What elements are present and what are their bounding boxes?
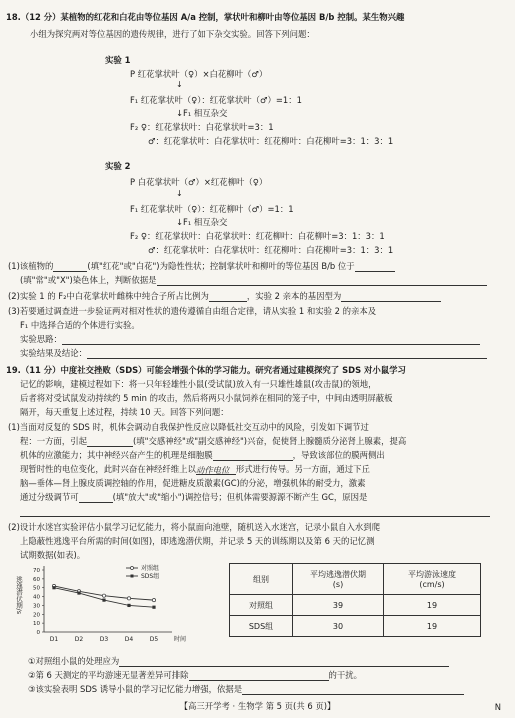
legend-marker bbox=[131, 575, 134, 578]
y-tick-label: 10 bbox=[33, 621, 40, 628]
q18-sub3-line2: F₁ 中选择合适的个体进行实验。 bbox=[20, 320, 140, 330]
answer-blank[interactable] bbox=[189, 671, 329, 681]
q19-sub2-line1: (2)设计水迷宫实验评估小鼠学习记忆能力，将小鼠面向池壁，随机送入水迷宫，记录小鼠自入水到爬 bbox=[8, 522, 380, 532]
legend-label: SDS组 bbox=[141, 573, 160, 580]
answer-blank[interactable] bbox=[79, 493, 113, 503]
answer-blank[interactable] bbox=[341, 292, 441, 302]
exp2-f1-note: ↓F₁ 相互杂交 bbox=[176, 217, 228, 227]
q19-heading-line1: 19.（11 分）中度社交挫败（SDS）可能会增强个体的学习能力。研究者通过建模探究了 SDS 对小鼠学习 bbox=[6, 365, 406, 375]
q18-heading-line2: 小组为探究两对等位基因的遗传规律，进行了如下杂交实验。回答下列问题： bbox=[30, 29, 315, 39]
corner-mark: N bbox=[494, 702, 501, 712]
data-point bbox=[52, 586, 55, 589]
handwritten-answer[interactable]: 动作电位 bbox=[196, 465, 236, 475]
escape-latency-chart bbox=[14, 562, 204, 648]
data-point bbox=[127, 597, 130, 600]
arrow-down-icon: ↓ bbox=[176, 108, 184, 118]
exp2-parent: P 白花掌状叶（♂）×红花柳叶（♀） bbox=[130, 177, 268, 187]
exp2-f1: F₁ 红花掌状叶（♀）：红花柳叶（♂）=1：1 bbox=[130, 204, 294, 214]
answer-blank[interactable] bbox=[53, 262, 87, 272]
q19-heading-line4: 隔开，每天重复上述过程，持续 10 天。回答下列问题： bbox=[20, 407, 229, 417]
chart-y-label: 逃逸潜伏期/s bbox=[15, 576, 23, 615]
table-row bbox=[230, 616, 481, 637]
data-point bbox=[102, 594, 105, 597]
data-point bbox=[127, 604, 130, 607]
table-cell: 30 bbox=[293, 616, 384, 637]
q19-sub2-answer1: ①对照组小鼠的处理应为 bbox=[28, 656, 449, 667]
answer-blank[interactable] bbox=[157, 276, 487, 286]
answer-blank[interactable] bbox=[209, 292, 247, 302]
q19-sub1-line6: 通过分级调节可 (填"放大"或"缩小")调控信号；但机体需要源源不断产生 GC，原因是 bbox=[20, 492, 368, 502]
q19-sub1-line1: (1)当面对反复的 SDS 时，机体会调动自我保护性反应以降低社交互动中的风险，引发如下调节过 bbox=[8, 422, 369, 432]
data-point bbox=[152, 606, 155, 609]
exp1-parent: P 红花掌状叶（♀）×白花柳叶（♂） bbox=[130, 69, 268, 79]
q18-sub3-line1: (3)若要通过调查进一步验证两对相对性状的遗传遵循自由组合定律，请从实验 1 和实验 2 的亲本及 bbox=[8, 306, 377, 316]
exp2-f2-male: ♂：红花掌状叶：白花掌状叶：红花柳叶：白花柳叶=3：1：3：1 bbox=[148, 245, 394, 255]
answer-blank[interactable] bbox=[213, 451, 293, 461]
x-tick-label: D5 bbox=[149, 636, 159, 643]
q18-sub3-idea: 实验思路： bbox=[20, 334, 480, 345]
y-tick-label: 0 bbox=[36, 630, 40, 636]
data-point bbox=[152, 599, 155, 602]
arrow-down-icon: ↓ bbox=[176, 189, 183, 198]
q18-heading-line1: 18.（12 分）某植物的红花和白花由等位基因 A/a 控制，掌状叶和柳叶由等位基因 B/b 控制。某生物兴趣 bbox=[6, 12, 405, 22]
answer-blank[interactable] bbox=[355, 262, 395, 272]
y-tick-label: 20 bbox=[33, 612, 40, 619]
exp1-f2-female: F₂ ♀：红花掌状叶：白花掌状叶=3：1 bbox=[130, 122, 274, 132]
table-header-speed: 平均游泳速度 (cm/s) bbox=[384, 564, 481, 595]
page-footer: 【高三开学考 · 生物学 第 5 页(共 6 页)】 bbox=[179, 701, 336, 711]
chart-svg bbox=[14, 562, 204, 648]
q19-sub2-line3: 试期数据(如表)。 bbox=[20, 550, 86, 560]
table-header-latency: 平均逃逸潜伏期 (s) bbox=[293, 564, 384, 595]
x-axis-label: 时间 bbox=[173, 636, 187, 643]
answer-blank[interactable] bbox=[119, 657, 449, 667]
x-tick-label: D1 bbox=[49, 636, 59, 643]
exp1-f1: F₁ 红花掌状叶（♀）：红花掌状叶（♂）=1：1 bbox=[130, 95, 302, 105]
exp2-label: 实验 2 bbox=[105, 161, 131, 171]
answer-blank[interactable] bbox=[62, 335, 480, 345]
exp1-label: 实验 1 bbox=[105, 55, 131, 65]
table-row bbox=[230, 595, 481, 616]
table-cell: 19 bbox=[384, 616, 481, 637]
answer-blank[interactable] bbox=[242, 685, 464, 695]
answer-blank[interactable] bbox=[20, 507, 490, 517]
series-line-0 bbox=[54, 586, 154, 600]
y-tick-label: 40 bbox=[33, 594, 40, 601]
q18-sub1-line1: (1)该植物的 (填"红花"或"白花")为隐性性状；控制掌状叶和柳叶的等位基因 B/b 位于 bbox=[8, 261, 395, 272]
q19-sub1-line7 bbox=[20, 506, 490, 517]
exp2-f2-female: F₂ ♀：红花掌状叶：白花掌状叶：红花柳叶：白花柳叶=3：1：3：1 bbox=[130, 231, 385, 241]
table-cell: SDS组 bbox=[230, 616, 293, 637]
legend-label: 对照组 bbox=[141, 565, 160, 572]
legend-marker bbox=[131, 567, 134, 570]
x-tick-label: D3 bbox=[99, 636, 109, 643]
answer-blank[interactable] bbox=[87, 437, 133, 447]
q19-sub2-answer3: ③该实验表明 SDS 诱导小鼠的学习记忆能力增强，依据是 bbox=[28, 684, 464, 695]
table-cell: 对照组 bbox=[230, 595, 293, 616]
q19-sub1-line3: 机体的应激能力；其中神经兴奋产生的机理是细胞膜 ，导致该部位的膜两侧出 bbox=[20, 450, 385, 460]
table-header-group: 组别 bbox=[230, 564, 293, 595]
q19-sub1-line5: 脑—垂体—肾上腺皮质调控轴的作用，促进糖皮质激素(GC)的分泌，增强机体的耐受力，激素 bbox=[20, 478, 366, 488]
answer-blank[interactable] bbox=[87, 349, 487, 359]
arrow-down-icon: ↓ bbox=[176, 217, 184, 227]
y-tick-label: 60 bbox=[33, 576, 40, 583]
q18-sub3-result: 实验结果及结论： bbox=[20, 348, 487, 359]
data-point bbox=[102, 599, 105, 602]
q19-sub1-line4: 现暂时性的电位变化，此时兴奋在神经纤维上以动作电位 形式进行传导。另一方面，通过下丘 bbox=[20, 464, 370, 475]
y-tick-label: 30 bbox=[33, 603, 40, 610]
q19-heading-line2: 记忆的影响，建模过程如下：将一只年轻雄性小鼠(受试鼠)放入有一只雄性雄鼠(攻击鼠)的领地， bbox=[20, 379, 377, 389]
q19-sub2-line2: 上隐蔽性逃逸平台所需的时间(如图)，即逃逸潜伏期，并记录 5 天的训练期以及第 6 天的记忆测 bbox=[20, 536, 375, 546]
exp1-f2-male: ♂：红花掌状叶：白花掌状叶：红花柳叶：白花柳叶=3：1：3：1 bbox=[148, 136, 394, 146]
y-tick-label: 70 bbox=[33, 568, 40, 574]
y-tick-label: 50 bbox=[33, 585, 40, 592]
table-cell: 19 bbox=[384, 595, 481, 616]
q19-sub1-line2: 程：一方面，引起 (填"交感神经"或"副交感神经")兴奋，促使肾上腺髓质分泌肾上腺素，提高 bbox=[20, 436, 407, 446]
table-cell: 39 bbox=[293, 595, 384, 616]
q18-sub2: (2)实验 1 的 F₂中白花掌状叶雌株中纯合子所占比例为 ，实验 2 亲本的基因型为 bbox=[8, 291, 441, 302]
q19-heading-line3: 后者将对受试鼠发动持续约 5 min 的攻击，然后将两只小鼠饲养在相同的笼子中，中间由透明屏蔽板 bbox=[20, 393, 393, 403]
q19-sub2-answer2: ②第 6 天测定的平均游速无显著差异可排除 的干扰。 bbox=[28, 670, 363, 680]
arrow-down-icon: ↓ bbox=[176, 80, 183, 89]
x-tick-label: D2 bbox=[74, 636, 84, 643]
results-table bbox=[229, 563, 481, 637]
x-tick-label: D4 bbox=[124, 636, 134, 643]
q18-sub1-line2: (填"常"或"X")染色体上，判断依据是 bbox=[20, 275, 487, 286]
table-header-row bbox=[230, 564, 481, 595]
data-point bbox=[77, 591, 80, 594]
exp1-f1-note: ↓F₁ 相互杂交 bbox=[176, 108, 228, 118]
